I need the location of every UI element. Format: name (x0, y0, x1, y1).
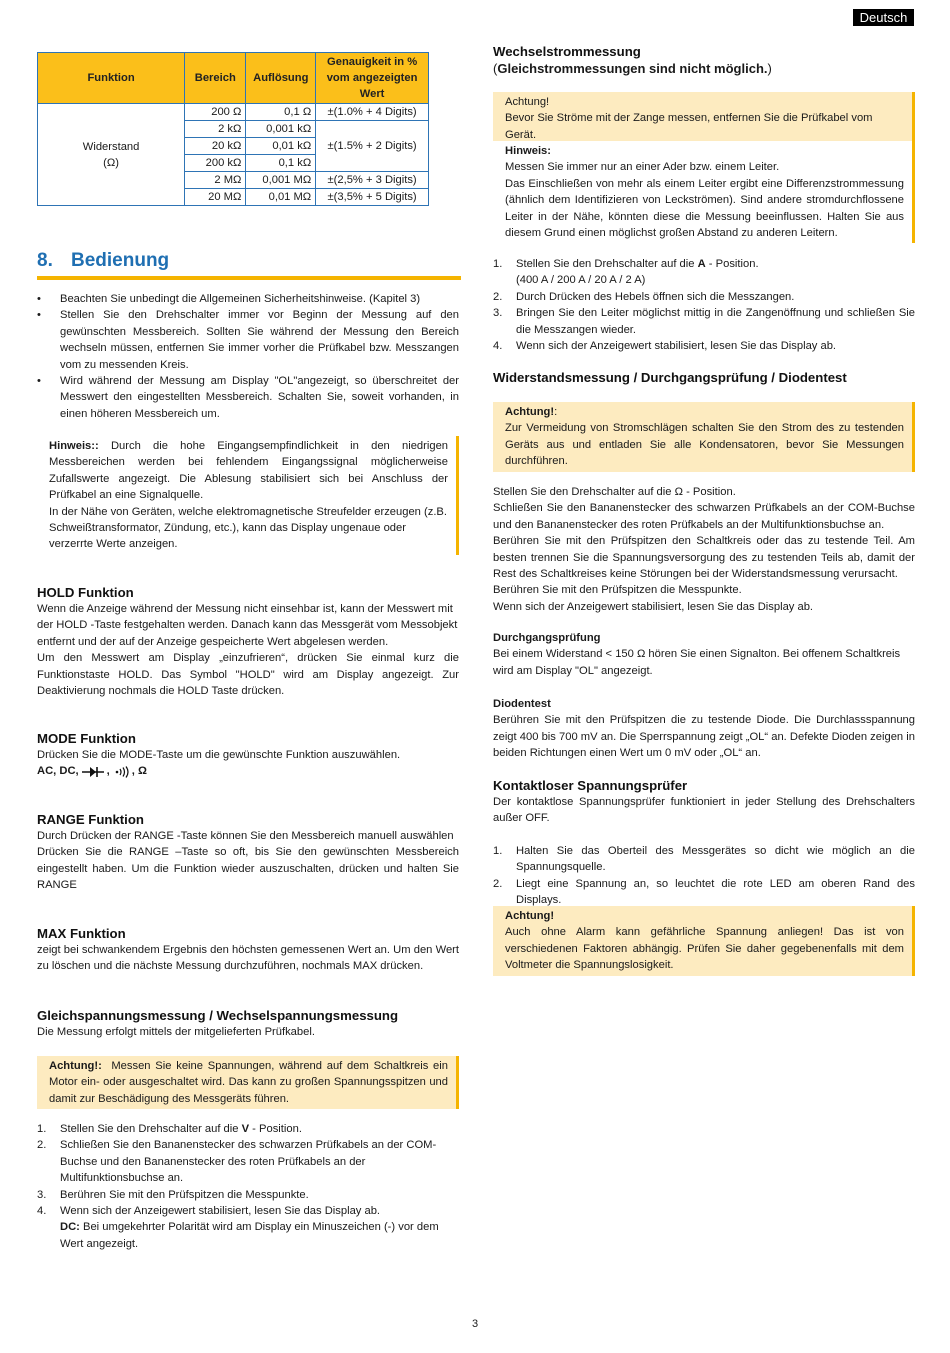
list-item: • Stellen Sie den Drehschalter immer vor Beginn der Messung auf den gewünschten Messbereich. Sollten Sie während der Messung den Bereich wechseln müssen, entfernen Sie immer vorher die Prüfkabel bzw. Messzangen vom zu messenden Kreis. (37, 307, 459, 373)
spec-table (37, 52, 429, 206)
mode-sep: , (106, 765, 110, 778)
function-cell (38, 104, 185, 206)
current-steps (493, 256, 915, 354)
note-box (493, 141, 915, 243)
range-cell: 2 kΩ (185, 121, 246, 138)
function-name: Widerstand (82, 140, 140, 153)
range-title: RANGE Funktion (37, 812, 144, 827)
voltage-section (37, 1007, 459, 1040)
warning-box (493, 92, 915, 145)
continuity-section (493, 630, 915, 679)
list-item: • Wird während der Messung am Display "OL"angezeigt, so überschreitet der Messwert den eingestellten Messbereich. Schalten Sie, soweit vorhanden, in einen höheren Messbereich um. (37, 373, 459, 422)
accuracy-cell: ±(1.5% + 2 Digits) (316, 121, 429, 172)
mode-section (37, 730, 459, 780)
col-header-range: Bereich (185, 53, 246, 104)
range-text: Drücken Sie die RANGE –Taste so oft, bis Sie den gewünschten Messbereich eingestellt haben. Um die Funktion wieder auszuschalten, drücken und halten Sie RANGE (37, 846, 459, 892)
list-item: 2. Schließen Sie den Bananenstecker des schwarzen Prüfkabels an der COM-Buchse und den Bananenstecker des roten Prüfkabels an der Multifunktionsbuchse an. (37, 1139, 437, 1185)
warning-box (493, 906, 915, 976)
diode-section (493, 696, 915, 762)
resolution-cell: 0,1 Ω (246, 104, 316, 121)
col-header-resolution: Auflösung (246, 53, 316, 104)
accuracy-cell: ±(2,5% + 3 Digits) (316, 172, 429, 189)
range-section (37, 811, 459, 894)
resolution-cell: 0,01 kΩ (246, 138, 316, 155)
mode-ohm: , Ω (131, 765, 147, 778)
resolution-cell: 0,1 kΩ (246, 155, 316, 172)
resolution-cell: 0,01 MΩ (246, 189, 316, 206)
warning-text: Bevor Sie Ströme mit der Zange messen, entfernen Sie die Prüfkabel vom Gerät. (505, 112, 873, 141)
mode-ac-dc: AC, DC, (37, 765, 79, 778)
warning-box: Achtung!: Zur Vermeidung von Stromschlägen schalten Sie den Strom des zu testenden Geräts aus und entladen Sie alle Kondensatoren, bevor Sie Messungen durchführen. (493, 402, 915, 472)
max-section (37, 925, 459, 975)
section-heading (37, 249, 461, 280)
page-number: 3 (471, 1318, 479, 1330)
note-text: Das Einschließen von mehr als einem Leiter ergibt eine Differenzstrommessung (ähnlich dem Identifizieren von Leckströmen). Sind andere stromdurchflossene Leiter in der Nähe, könnten diese die Messung beeinflussen. Halten Sie aus diesem Grund einen möglichst großen Abstand zu anderen Leitern. (505, 177, 904, 240)
range-cell: 200 kΩ (185, 155, 246, 172)
language-badge: Deutsch (853, 9, 914, 26)
continuity-text: Bei einem Widerstand < 150 Ω hören Sie einen Signalton. Bei offenem Schaltkreis wird am Display "OL" angezeigt. (493, 648, 901, 677)
table-row (38, 104, 429, 121)
warning-label: Achtung! (505, 96, 550, 108)
warning-text: Auch ohne Alarm kann gefährliche Spannung anliegen! Das ist von verschiedenen Faktoren abhängig. Prüfen Sie daher gegebenenfalls mit dem Voltmeter die Spannungslosigkeit. (505, 926, 904, 972)
note-label: Hinweis: (505, 145, 552, 157)
voltage-title: Gleichspannungsmessung / Wechselspannungsmessung (37, 1008, 399, 1023)
list-item: 1. Halten Sie das Oberteil des Messgerätes so dicht wie möglich an die Spannungsquelle. (493, 845, 915, 874)
current-subtitle: (Gleichstrommessungen sind nicht möglich.) (493, 61, 772, 76)
list-item: 2. Liegt eine Spannung an, so leuchtet die rote LED am oberen Rand des Displays. (493, 877, 915, 907)
range-cell: 200 Ω (185, 104, 246, 121)
warning-label: Achtung! (505, 910, 555, 922)
function-unit: (Ω) (103, 156, 119, 169)
current-title: Wechselstrommessung (493, 44, 641, 59)
list-item: 4. Wenn sich der Anzeigewert stabilisiert, lesen Sie das Display ab. (37, 1205, 381, 1218)
col-header-accuracy: Genauigkeit in % vom angezeigten Wert (316, 53, 429, 104)
range-cell: 20 kΩ (185, 138, 246, 155)
hold-title: HOLD Funktion (37, 585, 134, 600)
dc-note (37, 1219, 459, 1252)
diode-text: Berühren Sie mit den Prüfspitzen die zu testende Diode. Die Durchlassspannung zeigt 400 bis 700 mV an. Die Sperrspannung zeigt „OL“ an. Defekte Dioden zeigen in beiden Richtungen einen Wert um 0 mV oder „OL“ an. (493, 714, 915, 760)
list-item: 3. Berühren Sie mit den Prüfspitzen die Messpunkte. (37, 1188, 309, 1201)
table-header-row (38, 53, 429, 104)
note-box (37, 436, 459, 555)
max-text: zeigt bei schwankendem Ergebnis den höchsten gemessenen Wert an. Um den Wert zu löschen und die nächste Messung durchzuführen, nochmals MAX drücken. (37, 944, 459, 973)
warning-label: Achtung! (505, 406, 555, 418)
bullet-list (37, 291, 459, 422)
resistance-body: Stellen Sie den Drehschalter auf die Ω - Position. Schließen Sie den Bananenstecker des schwarzen Prüfkabels an der COM-Buchse und den Bananenstecker des roten Prüfkabels an der Multifunktionsbuchse an. Berühren Sie mit den Prüfspitzen den Schaltkreis oder das zu testende Teil. Am besten trennen Sie die Spannungsversorgung des zu testenden Teils ab, damit der Rest des Schaltkreises keine Störungen bei der Widerstandsmessung verursacht. Berühren Sie mit den Prüfspitzen die Messpunkte. Wenn sich der Anzeigewert stabilisiert, lesen Sie das Display ab. (493, 486, 915, 613)
dc-text: Bei umgekehrter Polarität wird am Display ein Minuszeichen (-) vor dem Wert angezeigt. (60, 1221, 439, 1250)
list-item: 1. Stellen Sie den Drehschalter auf die V - Position. (37, 1123, 302, 1135)
list-item: 1. Stellen Sie den Drehschalter auf die A - Position. (400 A / 200 A / 20 A / 2 A) (493, 258, 759, 287)
warning-label: Achtung!: (49, 1060, 102, 1072)
section-number: 8. (37, 250, 53, 271)
resistance-heading (493, 369, 915, 386)
max-title: MAX Funktion (37, 926, 126, 941)
list-item: 3. Bringen Sie den Leiter möglichst mittig in die Zangenöffnung und schließen Sie die Messzangen wieder. (493, 307, 915, 336)
list-item: 2. Durch Drücken des Hebels öffnen sich die Messzangen. (493, 290, 795, 303)
section-rule (37, 276, 461, 280)
col-header-function: Funktion (38, 53, 185, 104)
mode-title: MODE Funktion (37, 731, 136, 746)
resistance-title: Widerstandsmessung / Durchgangsprüfung / Diodentest (493, 370, 847, 385)
list-item: • Beachten Sie unbedingt die Allgemeinen Sicherheitshinweise. (Kapitel 3) (37, 291, 459, 307)
section-title: Bedienung (71, 250, 170, 271)
current-section (493, 43, 915, 77)
continuity-title: Durchgangsprüfung (493, 632, 601, 644)
resolution-cell: 0,001 kΩ (246, 121, 316, 138)
mode-text: Drücken Sie die MODE-Taste um die gewünschte Funktion auszuwählen. (37, 749, 401, 761)
hold-section (37, 584, 459, 699)
ncv-text: Der kontaktlose Spannungsprüfer funktioniert in jeder Stellung des Drehschalters außer OFF. (493, 796, 915, 825)
note-text: In der Nähe von Geräten, welche elektromagnetische Streufelder erzeugen (z.B. Schweißtransformator, Zündung, etc.), kann das Display ungenaue oder verzerrte Werte anzeigen. (49, 505, 447, 551)
accuracy-cell: ±(3,5% + 5 Digits) (316, 189, 429, 206)
dc-label: DC: (60, 1221, 80, 1234)
voltage-intro: Die Messung erfolgt mittels der mitgelieferten Prüfkabel. (37, 1026, 315, 1038)
accuracy-cell: ±(1.0% + 4 Digits) (316, 104, 429, 121)
note-label: Hinweis:: (49, 440, 99, 452)
hold-text: Wenn die Anzeige während der Messung nicht einsehbar ist, kann der Messwert mit der HOLD -Taste festgehalten werden. Danach kann das Messgerät vom Messobjekt entfernt und der auf der Anzeige gespeicherte Wert abgelesen werden. (37, 603, 458, 648)
warning-text: Messen Sie keine Spannungen, während auf dem Schaltkreis ein Motor ein- oder ausgeschaltet wird. Das kann zu großen Spannungsspitzen und damit zur Beschädigung des Messgeräts führen. (49, 1060, 448, 1105)
hold-text: Um den Messwert am Display „einzufrieren“, drücken Sie einmal kurz die Funktionstaste HOLD. Das Symbol "HOLD" wird am Display angezeigt. Zur Deaktivierung nochmals die HOLD Taste drücken. (37, 652, 459, 698)
list-item: 4. Wenn sich der Anzeigewert stabilisiert, lesen Sie das Display ab. (493, 340, 837, 353)
diode-icon (82, 766, 104, 778)
mode-functions (37, 763, 459, 779)
voltage-steps (37, 1121, 459, 1252)
diode-title: Diodentest (493, 698, 551, 710)
ncv-section (493, 777, 915, 827)
range-cell: 2 MΩ (185, 172, 246, 189)
range-text: Durch Drücken der RANGE -Taste können Sie den Messbereich manuell auswählen (37, 830, 454, 842)
warning-text: Zur Vermeidung von Stromschlägen schalten Sie den Strom des zu testenden Geräts aus und entladen Sie alle Kondensatoren, bevor Sie Messungen durchführen. (505, 422, 904, 468)
continuity-sound-icon (114, 766, 130, 778)
warning-box (37, 1056, 459, 1109)
note-text: Durch die hohe Eingangsempfindlichkeit in den niedrigen Messbereichen werden bei fehlendem Eingangssignal möglicherweise Zufallswerte angezeigt. Die Ablesung stabilisiert sich bei Anschluss der Prüfkabel an eine Signalquelle. (49, 440, 449, 502)
range-cell: 20 MΩ (185, 189, 246, 206)
resolution-cell: 0,001 MΩ (246, 172, 316, 189)
ncv-title: Kontaktloser Spannungsprüfer (493, 778, 688, 793)
ncv-steps (493, 843, 915, 909)
note-text: Messen Sie immer nur an einer Ader bzw. einem Leiter. (505, 161, 780, 174)
